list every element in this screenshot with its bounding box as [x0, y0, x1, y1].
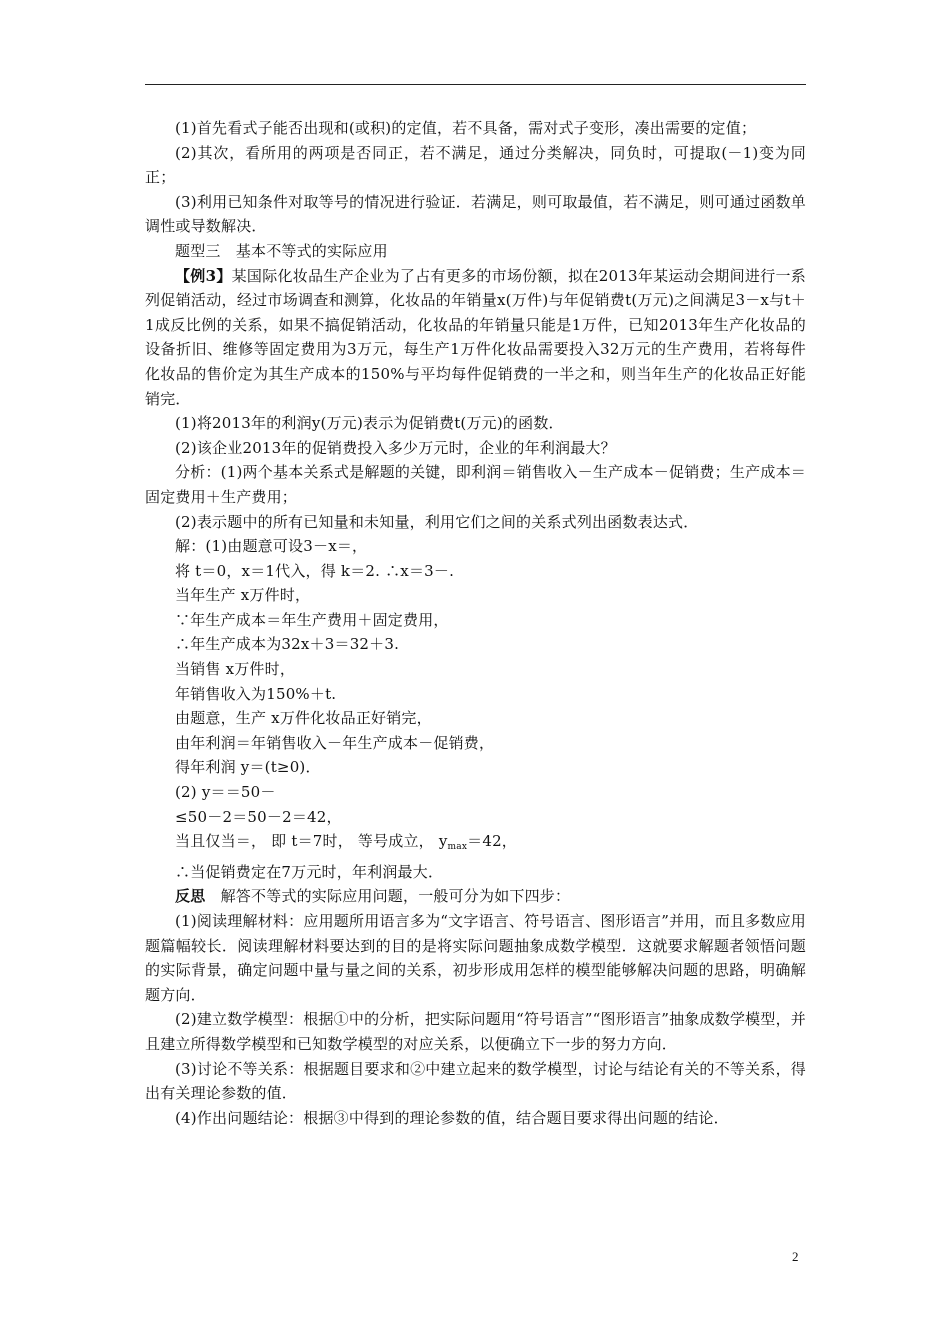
example-3	[145, 264, 806, 412]
page-number: 2	[792, 1249, 799, 1264]
reflection-step-4: (4)作出问题结论：根据③中得到的理论参数的值，结合题目要求得出问题的结论．	[175, 1108, 729, 1127]
solution-line: (2) y＝＝50－	[175, 783, 276, 802]
solution-line: ∵年生产成本＝年生产费用＋固定费用，	[175, 610, 449, 629]
reflection-step-3: (3)讨论不等关系：根据题目要求和②中建立起来的数学模型，讨论与结论有关的不等关系，得出有关理论参数的值．	[145, 1059, 806, 1103]
header-rule	[145, 84, 806, 85]
solution-line: ≤50－2＝50－2＝42，	[175, 807, 342, 826]
solution-line: 得年利润 y＝(t≥0)．	[175, 758, 321, 777]
solution-line: 由年利润＝年销售收入－年生产成本－促销费，	[175, 733, 495, 752]
example-text: 某国际化妆品生产企业为了占有更多的市场份额，拟在2013年某运动会期间进行一系列促销活动，经过市场调查和测算，化妆品的年销量x(万件)与年促销费t(万元)之间满足3－x与t＋1成反比例的关系，如果不搞促销活动，化妆品的年销量只能是1万件，已知2013年生产化妆品的设备折旧、维修等固定费用为3万元，每生产1万件化妆品需要投入32万元的生产费用，若将每件化妆品的售价定为其生产成本的150%与平均每件促销费的一半之和，则当年生产的化妆品正好能销完．	[145, 266, 806, 408]
summary-step-2: (2)其次，看所用的两项是否同正，若不满足，通过分类解决，同负时，可提取(－1)变为同正；	[145, 143, 806, 187]
solution-line: 由题意，生产 x万件化妆品正好销完，	[175, 709, 432, 728]
section-heading: 题型三 基本不等式的实际应用	[175, 241, 388, 260]
y-max-value: ＝42，	[467, 832, 518, 851]
reflection-label: 反思	[175, 887, 206, 906]
analysis-1: 分析：(1)两个基本关系式是解题的关键，即利润＝销售收入－生产成本－促销费；生产成本＝固定费用＋生产费用；	[145, 463, 806, 506]
question-1: (1)将2013年的利润y(万元)表示为促销费t(万元)的函数．	[175, 414, 564, 433]
summary-step-1: (1)首先看式子能否出现和(或积)的定值，若不具备，需对式子变形，凑出需要的定值；	[175, 119, 757, 137]
conclusion: ∴当促销费定在7万元时，年利润最大．	[175, 862, 444, 881]
analysis-2: (2)表示题中的所有已知量和未知量，利用它们之间的关系式列出函数表达式．	[175, 512, 699, 531]
y-max-symbol: y	[438, 832, 448, 851]
reflection-step-1: (1)阅读理解材料：应用题所用语言多为“文字语言、符号语言、图形语言”并用，而且多数应用题篇幅较长．阅读理解材料要达到的目的是将实际问题抽象成数学模型．这就要求解题者领悟问题的实际背景，确定问题中量与量之间的关系，初步形成用怎样的模型能够解决问题的思路，明确解题方向．	[145, 912, 806, 1004]
summary-step-3: (3)利用已知条件对取等号的情况进行验证．若满足，则可取最值，若不满足，则可通过函数单调性或导数解决．	[145, 192, 806, 236]
reflection-intro: 解答不等式的实际应用问题，一般可分为如下四步：	[205, 887, 571, 906]
question-2: (2)该企业2013年的促销费投入多少万元时，企业的年利润最大？	[175, 438, 616, 457]
document-body	[145, 116, 806, 1130]
solution-line: 将 t＝0，x＝1代入，得 k＝2. ∴x＝3－.	[175, 561, 455, 580]
solution-line: 当销售 x万件时，	[175, 660, 296, 679]
solution-line: 解：(1)由题意可设3－x＝，	[175, 537, 368, 556]
reflection-step-2: (2)建立数学模型：根据①中的分析，把实际问题用“符号语言”“图形语言”抽象成数学模型，并且建立所得数学模型和已知数学模型的对应关系，以便确立下一步的努力方向．	[145, 1010, 806, 1053]
example-label: 【例3】	[175, 266, 232, 285]
solution-line: ∴年生产成本为32x＋3＝32＋3.	[175, 635, 400, 654]
equality-condition	[145, 829, 806, 860]
solution-line: 当年生产 x万件时，	[175, 586, 311, 605]
solution-line: 年销售收入为150%＋t.	[175, 684, 337, 703]
equality-text: 当且仅当＝， 即 t＝7时， 等号成立，	[175, 832, 434, 851]
y-max-subscript: max	[447, 842, 468, 853]
reflection	[145, 884, 806, 909]
